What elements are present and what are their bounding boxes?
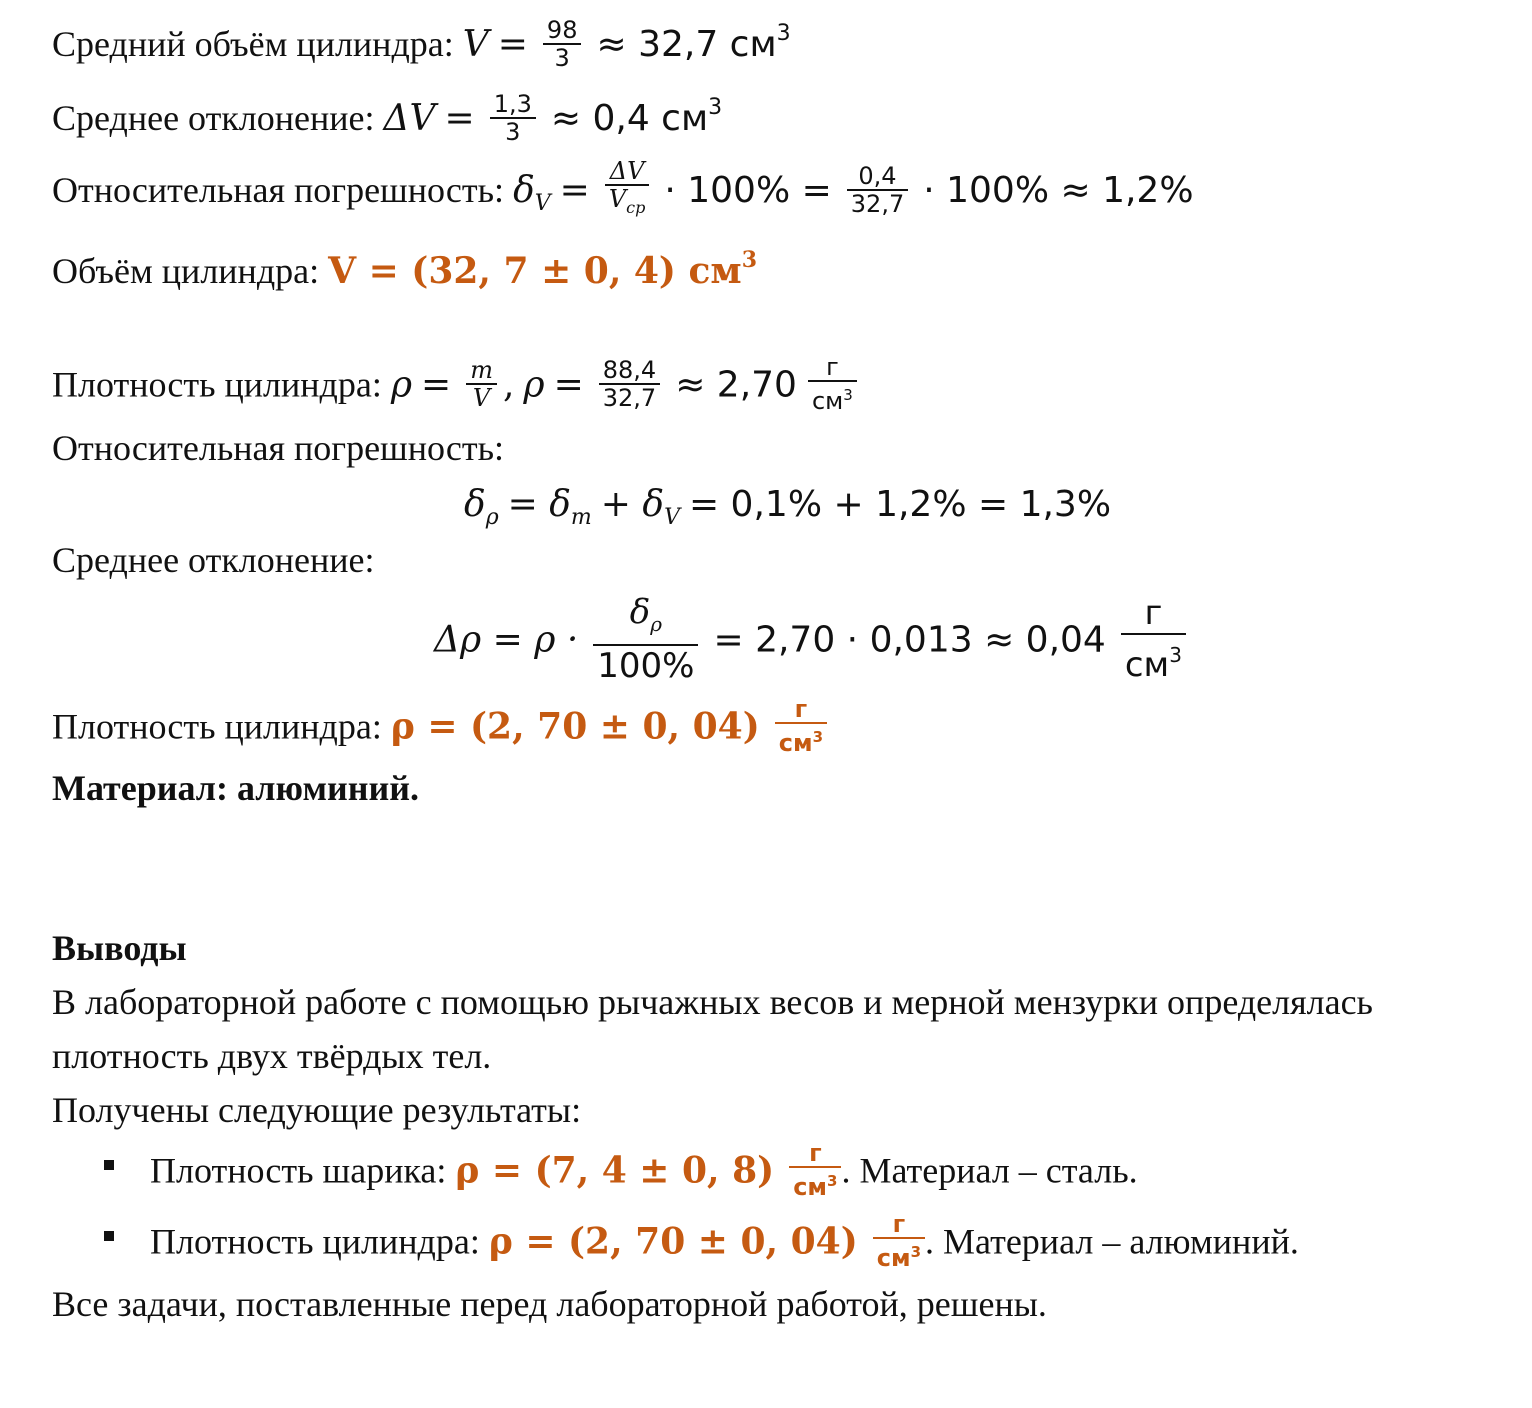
rel-err-label: Относительная погрешность: xyxy=(52,169,505,210)
fraction-numerator: m xyxy=(466,357,497,385)
bullet-item-ball xyxy=(150,1139,1138,1204)
unit-cm: см xyxy=(778,729,813,757)
conclusion-text: В лабораторной работе с помощью рычажных весов и мерной мензурки определялась xyxy=(52,982,1373,1022)
avg-dev2-rhs: = 2,70 · 0,013 ≈ 0,04 xyxy=(713,619,1106,661)
cube-exponent: 3 xyxy=(812,728,824,746)
material-line xyxy=(52,766,419,810)
denominator-v: V xyxy=(608,185,627,213)
avg-dev2-label: Среднее отклонение: xyxy=(52,540,375,580)
final-statement: Все задачи, поставленные перед лабораторной работой, решены. xyxy=(52,1284,1047,1324)
cube-exponent: 3 xyxy=(843,386,853,404)
rel-err-result: · 100% ≈ 1,2% xyxy=(923,169,1194,211)
bullet-item-cylinder xyxy=(150,1210,1299,1275)
cube-exponent: 3 xyxy=(741,247,757,273)
cube-exponent: 3 xyxy=(827,1172,838,1190)
conclusion-text: плотность двух твёрдых тел. xyxy=(52,1036,492,1076)
unit-cm: см xyxy=(793,1173,828,1201)
unit-denominator xyxy=(775,724,827,756)
relative-error-line xyxy=(52,157,1194,226)
results-intro-line xyxy=(52,1088,581,1132)
rho-symbol: ρ xyxy=(390,364,413,406)
unit-numerator: г xyxy=(1121,593,1186,635)
material-text: Материал: алюминий. xyxy=(52,768,420,808)
equals-sign: = xyxy=(444,98,475,139)
density-unit-fraction xyxy=(808,354,857,414)
fraction-numerator: ΔV xyxy=(605,158,650,186)
final-statement-line xyxy=(52,1282,1047,1326)
cube-exponent: 3 xyxy=(1169,643,1182,667)
conclusion-paragraph-line-2 xyxy=(52,1034,491,1078)
avg-volume-fraction xyxy=(543,17,582,71)
bullet-unit-fraction xyxy=(873,1211,925,1271)
delta-symbol: δ xyxy=(513,169,535,211)
subscript-v: V xyxy=(664,505,680,530)
results-intro-text: Получены следующие результаты: xyxy=(52,1090,582,1130)
conclusions-heading-text: Выводы xyxy=(52,928,187,968)
unit-denominator xyxy=(1121,635,1186,685)
unit-numerator: г xyxy=(775,696,827,724)
bullet-label: Плотность шарика: xyxy=(150,1150,447,1191)
fraction-numerator: 1,3 xyxy=(490,91,536,119)
rel-err-fraction xyxy=(605,158,650,221)
subscript-rho: ρ xyxy=(650,612,662,636)
rel-err2-label-line xyxy=(52,426,504,470)
fraction-denominator: V xyxy=(472,384,491,412)
density-formula-line xyxy=(52,353,863,418)
bullet-marker xyxy=(104,1231,114,1241)
unit-denominator xyxy=(789,1168,841,1200)
avg-volume-lhs: V xyxy=(462,24,489,65)
rel-err2-label: Относительная погрешность: xyxy=(52,428,505,468)
fraction-denominator: 100% xyxy=(597,646,695,686)
avg-dev2-fraction xyxy=(593,592,698,686)
avg-volume-label: Средний объём цилиндра: xyxy=(52,24,454,64)
avg-dev2-formula xyxy=(434,592,1192,690)
rel-err-mid: · 100% = xyxy=(664,169,832,211)
avg-dev-lhs: ΔV xyxy=(383,98,436,139)
density-label: Плотность цилиндра: xyxy=(52,364,382,405)
bullet-unit-fraction xyxy=(789,1140,841,1200)
delta-m-term: = δ xyxy=(507,484,571,525)
fraction-numerator xyxy=(593,592,698,646)
avg-dev-result: ≈ 0,4 см xyxy=(550,98,709,139)
density2-result: ρ = (2, 70 ± 0, 04) xyxy=(390,705,760,748)
fraction-denominator: 3 xyxy=(505,117,521,146)
unit-cm: см xyxy=(876,1244,911,1272)
delta-v-term: + δ xyxy=(600,484,665,525)
unit-numerator: г xyxy=(808,354,857,382)
fraction-denominator: 32,7 xyxy=(602,384,657,412)
equals-sign: = xyxy=(559,169,590,211)
fraction-denominator: 3 xyxy=(554,43,570,72)
density2-label: Плотность цилиндра: xyxy=(52,706,382,747)
fraction-numerator: 88,4 xyxy=(599,357,660,385)
density-result-line xyxy=(52,695,833,760)
equals-sign: = xyxy=(421,364,452,406)
delta-symbol: δ xyxy=(629,592,651,632)
avg-dev-fraction xyxy=(490,91,536,145)
fraction-denominator xyxy=(605,186,650,221)
density-approx: ≈ 2,70 xyxy=(675,364,797,406)
rel-err2-formula xyxy=(464,482,1111,540)
rho-symbol: ρ xyxy=(523,364,545,406)
volume-result xyxy=(328,247,757,292)
subscript-v: V xyxy=(534,190,551,216)
density-fraction-2 xyxy=(599,357,660,411)
fraction-numerator: 0,4 xyxy=(847,163,908,191)
unit-cm: см xyxy=(1124,645,1170,685)
unit-numerator: г xyxy=(789,1140,841,1168)
avg-deviation-line xyxy=(52,86,722,149)
delta-symbol: δ xyxy=(464,484,486,525)
cube-exponent: 3 xyxy=(776,21,791,46)
volume-label: Объём цилиндра: xyxy=(52,251,320,291)
avg-volume-result: ≈ 32,7 см xyxy=(596,24,777,65)
conclusions-heading xyxy=(52,926,187,970)
unit-cm: см xyxy=(811,387,844,415)
equals-sign: = xyxy=(553,364,584,406)
avg-dev2-lhs: Δρ = ρ · xyxy=(434,619,579,661)
bullet-label: Плотность цилиндра: xyxy=(150,1221,480,1262)
avg-dev2-unit-fraction xyxy=(1121,593,1186,685)
density2-unit-fraction xyxy=(775,696,827,756)
rel-err2-values: = 0,1% + 1,2% = 1,3% xyxy=(688,484,1112,525)
comma: , xyxy=(502,364,515,406)
bullet-result: ρ = (7, 4 ± 0, 8) xyxy=(455,1149,775,1192)
volume-result-text: V = (32, 7 ± 0, 4) см xyxy=(328,250,742,292)
fraction-numerator: 98 xyxy=(543,17,582,45)
bullet-tail: . Материал – сталь. xyxy=(841,1150,1138,1191)
denominator-sub-cp: ср xyxy=(626,198,646,217)
conclusion-paragraph-line-1 xyxy=(52,980,1373,1024)
unit-numerator: г xyxy=(873,1211,925,1239)
fraction-denominator: 32,7 xyxy=(850,189,905,218)
avg-dev2-label-line xyxy=(52,538,375,582)
rel-err-fraction-2 xyxy=(847,163,908,217)
bullet-tail: . Материал – алюминий. xyxy=(925,1221,1299,1262)
equals-sign: = xyxy=(497,24,528,65)
cube-exponent: 3 xyxy=(708,95,723,120)
subscript-m: m xyxy=(570,505,592,530)
subscript-rho: ρ xyxy=(485,505,499,530)
avg-volume-line xyxy=(52,12,791,75)
density-fraction xyxy=(466,357,497,411)
unit-denominator xyxy=(873,1239,925,1271)
avg-dev-label: Среднее отклонение: xyxy=(52,98,375,138)
bullet-marker xyxy=(104,1160,114,1170)
cube-exponent: 3 xyxy=(910,1243,922,1261)
volume-result-line xyxy=(52,238,757,293)
bullet-result: ρ = (2, 70 ± 0, 04) xyxy=(488,1220,858,1263)
unit-denominator xyxy=(808,382,857,414)
